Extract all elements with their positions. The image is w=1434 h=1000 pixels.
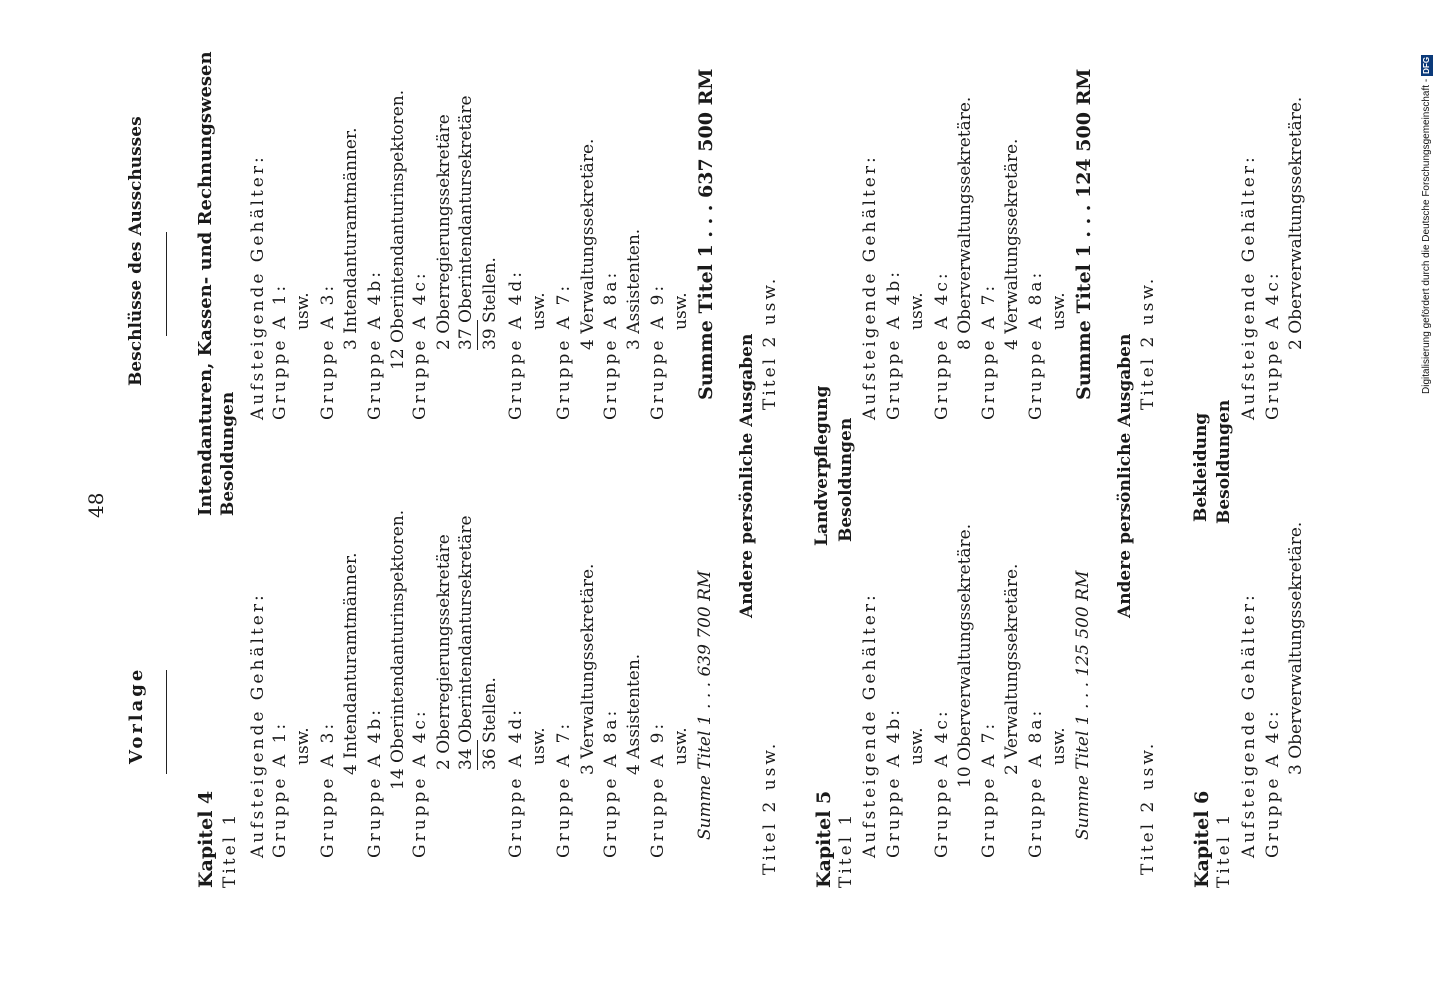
k4r-gruppe-a4b: Gruppe A 4b: <box>365 269 385 420</box>
k4-a9-usw: usw. <box>671 727 691 765</box>
k4-usw: usw. <box>293 727 313 765</box>
k5-besoldungen: Besoldungen <box>836 417 856 542</box>
k5-gruppe-a7: Gruppe A 7: <box>979 720 999 858</box>
k4-gruppe-a9: Gruppe A 9: <box>648 720 668 858</box>
k5-usw: usw. <box>907 727 927 765</box>
k6-aufsteigend: Aufsteigende Gehälter: <box>1239 592 1259 858</box>
right-header-rule <box>166 232 167 336</box>
k4r-gruppe-a7: Gruppe A 7: <box>554 282 574 420</box>
section-heading: Intendanturen, Kassen- und Rechnungswesen <box>195 51 216 516</box>
k6r-gruppe-a4c: Gruppe A 4c: <box>1263 270 1283 420</box>
kapitel-4-label: Kapitel 4 <box>195 790 217 888</box>
k4-gruppe-a4c: Gruppe A 4c: <box>410 708 430 858</box>
k4-gruppe-a4b: Gruppe A 4b: <box>365 707 385 858</box>
kapitel-5-titel-1: Titel 1 <box>836 811 856 888</box>
k4-a4d-usw: usw. <box>529 727 549 765</box>
k5r-gruppe-a7: Gruppe A 7: <box>979 282 999 420</box>
k4-a3-line: 4 Intendanturamtmänner. <box>341 552 361 775</box>
right-header: Beschlüsse des Ausschusses <box>126 116 146 386</box>
k4r-gruppe-a9: Gruppe A 9: <box>648 282 668 420</box>
k4r-summe: Summe Titel 1 . . . 637 500 RM <box>695 68 717 400</box>
k4-a7-line: 3 Verwaltungssekretäre. <box>578 563 598 775</box>
k4r-gruppe-a8a: Gruppe A 8a: <box>601 269 621 420</box>
k4r-aufsteigend: Aufsteigende Gehälter: <box>248 154 268 420</box>
k4-gruppe-a8a: Gruppe A 8a: <box>601 707 621 858</box>
k4r-a4c-sum: 39 Stellen. <box>480 257 500 350</box>
k4-gruppe-a7: Gruppe A 7: <box>554 720 574 858</box>
k4r-a9-usw: usw. <box>671 292 691 330</box>
credit-text: Digitalisierung gefördert durch die Deutsche Forschungsgemeinschaft - <box>1421 78 1432 394</box>
k4-sum-rule <box>477 740 478 770</box>
k5r-gruppe-a8a: Gruppe A 8a: <box>1026 269 1046 420</box>
k5r-a7-line: 4 Verwaltungssekretäre. <box>1002 138 1022 350</box>
k5r-gruppe-a4b: Gruppe A 4b: <box>884 269 904 420</box>
kapitel-6-label: Kapitel 6 <box>1191 790 1213 888</box>
k4r-a4d-usw: usw. <box>529 292 549 330</box>
kapitel-4-titel-1: Titel 1 <box>220 811 240 888</box>
k5-gruppe-a8a: Gruppe A 8a: <box>1026 707 1046 858</box>
k4-a4c-line1: 2 Oberregierungssekretäre <box>434 534 454 770</box>
dfg-logo: DFG <box>1422 56 1431 74</box>
k4-gruppe-a3: Gruppe A 3: <box>318 720 338 858</box>
k4r-gruppe-a4c: Gruppe A 4c: <box>410 270 430 420</box>
k5-gruppe-a4b: Gruppe A 4b: <box>884 707 904 858</box>
k4r-titel-2: Titel 2 usw. <box>760 275 780 410</box>
k4r-a8a-line: 3 Assistenten. <box>624 228 644 350</box>
kapitel-5-heading: Landverpflegung <box>812 385 832 546</box>
k5r-usw: usw. <box>907 292 927 330</box>
k5-a4c-line: 10 Oberverwaltungssekretäre. <box>955 523 975 788</box>
k4-andere-heading: Andere persönliche Ausgaben <box>737 333 757 618</box>
page-number: 48 <box>84 492 108 518</box>
k5r-summe: Summe Titel 1 . . . 124 500 RM <box>1073 68 1095 400</box>
k4r-a4c-line2: 37 Oberintendantursekretäre <box>456 95 476 350</box>
k4r-a3-line: 3 Intendanturamtmänner. <box>341 127 361 350</box>
k4-gruppe-a1: Gruppe A 1: <box>270 720 290 858</box>
k4-a4c-sum: 36 Stellen. <box>480 677 500 770</box>
k5-summe: Summe Titel 1 . . . 125 500 RM <box>1073 570 1093 840</box>
k4-a4b-line: 14 Oberintendanturinspektoren. <box>388 509 408 790</box>
k4r-gruppe-a1: Gruppe A 1: <box>270 282 290 420</box>
k5-a8a-usw: usw. <box>1049 727 1069 765</box>
k6-gruppe-a4c: Gruppe A 4c: <box>1263 708 1283 858</box>
k4r-gruppe-a3: Gruppe A 3: <box>318 282 338 420</box>
kapitel-5-label: Kapitel 5 <box>813 790 835 888</box>
k4r-gruppe-a4d: Gruppe A 4d: <box>506 269 526 420</box>
k5-a7-line: 2 Verwaltungssekretäre. <box>1002 563 1022 775</box>
k5r-titel-2: Titel 2 usw. <box>1138 275 1158 410</box>
k4-aufsteigend: Aufsteigende Gehälter: <box>248 592 268 858</box>
k4-a8a-line: 4 Assistenten. <box>624 653 644 775</box>
k5-aufsteigend: Aufsteigende Gehälter: <box>860 592 880 858</box>
k4r-a4b-line: 12 Oberintendanturinspektoren. <box>388 89 408 370</box>
kapitel-6-heading: Bekleidung <box>1191 412 1211 522</box>
k5-andere-heading: Andere persönliche Ausgaben <box>1115 333 1135 618</box>
k6r-aufsteigend: Aufsteigende Gehälter: <box>1239 154 1259 420</box>
dfg-credit <box>1419 6 1434 394</box>
left-header: Vorlage <box>126 666 147 764</box>
k4-a4c-line2: 34 Oberintendantursekretäre <box>456 515 476 770</box>
besoldungen-heading: Besoldungen <box>218 391 238 516</box>
k5-gruppe-a4c: Gruppe A 4c: <box>932 708 952 858</box>
k4r-a7-line: 4 Verwaltungssekretäre. <box>578 138 598 350</box>
k6-a4c-line: 3 Oberverwaltungssekretäre. <box>1286 521 1306 775</box>
k4r-usw: usw. <box>293 292 313 330</box>
k6r-a4c-line: 2 Oberverwaltungssekretäre. <box>1286 96 1306 350</box>
k4-summe: Summe Titel 1 . . . 639 700 RM <box>695 570 715 840</box>
kapitel-6-titel-1: Titel 1 <box>1214 811 1234 888</box>
k4r-sum-rule <box>477 320 478 350</box>
k5r-aufsteigend: Aufsteigende Gehälter: <box>860 154 880 420</box>
k5r-a4c-line: 8 Oberverwaltungssekretäre. <box>955 96 975 350</box>
left-header-rule <box>166 670 167 774</box>
k4-gruppe-a4d: Gruppe A 4d: <box>506 707 526 858</box>
k5r-gruppe-a4c: Gruppe A 4c: <box>932 270 952 420</box>
k6-besoldungen: Besoldungen <box>1214 399 1234 524</box>
k4r-a4c-line1: 2 Oberregierungssekretäre <box>434 114 454 350</box>
k5-titel-2: Titel 2 usw. <box>1138 740 1158 875</box>
k4-titel-2: Titel 2 usw. <box>760 740 780 875</box>
k5r-a8a-usw: usw. <box>1049 292 1069 330</box>
